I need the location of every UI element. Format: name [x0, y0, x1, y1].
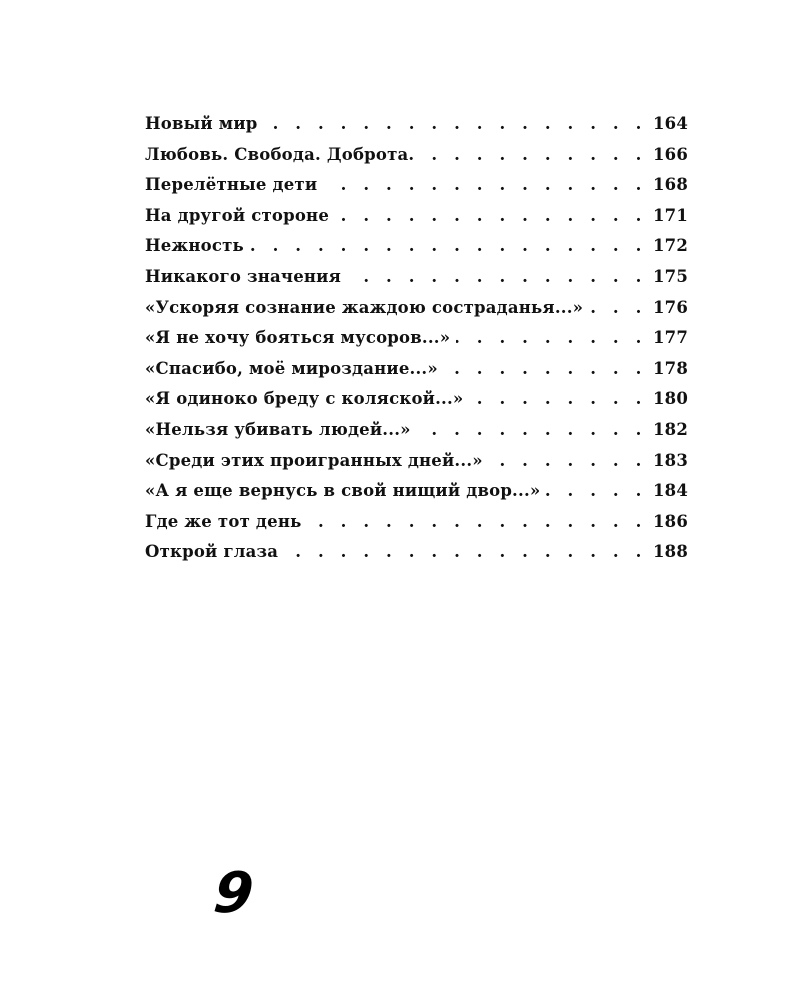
- toc-entry-page: 186: [652, 511, 688, 531]
- toc-entry[interactable]: [145, 481, 688, 512]
- toc-entry-title: Никакого значения: [145, 266, 341, 286]
- toc-entry-page: 166: [652, 144, 688, 164]
- toc-leader-dots: [264, 114, 647, 133]
- toc-leader-dots: [284, 542, 647, 561]
- toc-entry[interactable]: [145, 389, 688, 420]
- toc-entry[interactable]: [145, 206, 688, 237]
- toc-leader-dots: [444, 359, 647, 378]
- toc-entry-page: 176: [652, 297, 688, 317]
- toc-leader-dots: [456, 328, 647, 347]
- toc-entry[interactable]: [145, 542, 688, 573]
- toc-leader-dots: [417, 420, 647, 439]
- toc-entry-title: «А я еще вернусь в свой нищий двор...»: [145, 481, 541, 501]
- toc-entry-page: 175: [652, 266, 688, 286]
- page-number: 9: [210, 861, 257, 926]
- toc-entry-page: 172: [652, 236, 688, 256]
- toc-entry-page: 183: [652, 450, 688, 470]
- toc-leader-dots: [250, 236, 647, 255]
- toc-leader-dots: [420, 145, 647, 164]
- toc-leader-dots: [347, 267, 647, 286]
- toc-leader-dots: [469, 389, 647, 408]
- toc-entry[interactable]: [145, 512, 688, 543]
- toc-leader-dots: [489, 451, 647, 470]
- toc-entry-page: 178: [652, 358, 688, 378]
- toc-entry[interactable]: [145, 328, 688, 359]
- toc-entry-title: На другой стороне: [145, 205, 330, 225]
- toc-entry-page: 184: [652, 481, 688, 501]
- toc-entry-title: Новый мир: [145, 114, 258, 133]
- toc-entry-title: «Спасибо, моё мироздание...»: [145, 358, 438, 378]
- toc-leader-dots: [308, 512, 647, 531]
- toc-entry-page: 168: [652, 175, 688, 195]
- toc-entry-page: 182: [652, 419, 688, 439]
- toc-entry-title: Открой глаза: [145, 542, 279, 562]
- toc-entry-title: Где же тот день: [145, 511, 302, 531]
- toc-entry[interactable]: [145, 359, 688, 390]
- toc-entry-page: 171: [652, 205, 688, 225]
- toc-entry-title: Нежность: [145, 236, 244, 256]
- toc-entry[interactable]: [145, 236, 688, 267]
- toc-entry-title: Перелётные дети: [145, 175, 318, 195]
- toc-entry[interactable]: [145, 420, 688, 451]
- toc-entry[interactable]: [145, 298, 688, 329]
- toc-entry-page: 180: [652, 389, 688, 409]
- toc-entry[interactable]: [145, 175, 688, 206]
- toc-entry-page: 164: [652, 114, 688, 133]
- toc-entry[interactable]: [145, 114, 688, 145]
- toc-leader-dots: [546, 481, 647, 500]
- toc-entry[interactable]: [145, 451, 688, 482]
- toc-leader-dots: [335, 206, 647, 225]
- toc-entry-title: Любовь. Свобода. Доброта.: [145, 144, 415, 164]
- toc-entry-title: «Я одиноко бреду с коляской...»: [145, 389, 464, 409]
- toc-entry-title: «Нельзя убивать людей...»: [145, 419, 411, 439]
- toc-entry-title: «Ускоряя сознание жаждою сострaданья...»: [145, 297, 584, 317]
- toc-entry-page: 177: [652, 328, 688, 348]
- table-of-contents: [145, 114, 688, 573]
- toc-entry-page: 188: [652, 542, 688, 562]
- toc-leader-dots: [589, 298, 647, 317]
- toc-entry[interactable]: [145, 145, 688, 176]
- toc-entry-title: «Среди этих проигранных дней...»: [145, 450, 483, 470]
- toc-entry-title: «Я не хочу бояться мусоров...»: [145, 328, 451, 348]
- toc-leader-dots: [323, 175, 647, 194]
- toc-entry[interactable]: [145, 267, 688, 298]
